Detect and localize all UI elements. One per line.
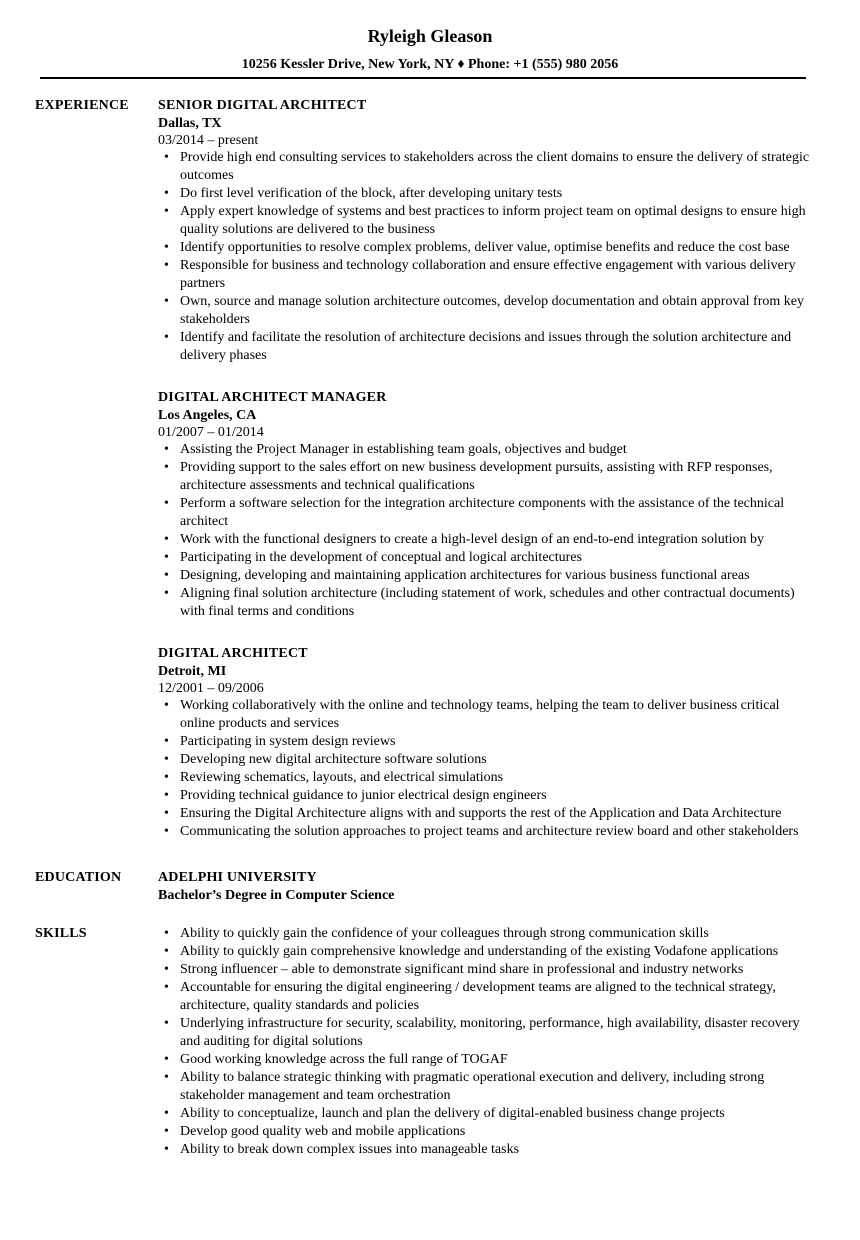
job-bullet: • Assisting the Project Manager in establishing team goals, objectives and budget <box>158 441 810 459</box>
job-entry <box>158 645 815 841</box>
skills-body <box>158 925 815 1159</box>
job-bullet: • Identify opportunities to resolve complex problems, deliver value, optimise benefits and reduce the cost base <box>158 239 810 257</box>
job-dates: 03/2014 – present <box>158 133 259 148</box>
job-bullet: • Providing technical guidance to junior electrical design engineers <box>158 787 810 805</box>
skill-item: • Good working knowledge across the full range of TOGAF <box>158 1051 810 1069</box>
job-title: DIGITAL ARCHITECT <box>158 646 308 661</box>
job-bullet: • Work with the functional designers to create a high-level design of an end-to-end integration solution by <box>158 531 810 549</box>
skill-item: • Accountable for ensuring the digital engineering / development teams are aligned to the technical strategy, architecture, quality standards and policies <box>158 979 810 1015</box>
job-bullet: • Working collaboratively with the online and technology teams, helping the team to deliver business critical online products and services <box>158 697 810 733</box>
job-bullet: • Identify and facilitate the resolution of architecture decisions and issues through the solution architecture and delivery phases <box>158 329 810 365</box>
job-dates: 01/2007 – 01/2014 <box>158 425 264 440</box>
job-bullet: • Communicating the solution approaches to project teams and architecture review board and other stakeholders <box>158 823 810 841</box>
education-body <box>158 869 815 905</box>
skills-list <box>158 925 815 1159</box>
experience-body <box>158 97 815 841</box>
job-bullet: • Do first level verification of the block, after developing unitary tests <box>158 185 810 203</box>
job-location: Dallas, TX <box>158 116 222 131</box>
candidate-name: Ryleigh Gleason <box>367 26 493 46</box>
skill-item: • Ability to balance strategic thinking with pragmatic operational execution and delivery, including strong stakeholder management and team orchestration <box>158 1069 810 1105</box>
skill-item: • Ability to quickly gain comprehensive knowledge and understanding of the existing Vodafone applications <box>158 943 810 961</box>
job-bullet: • Ensuring the Digital Architecture aligns with and supports the rest of the Application and Data Architecture <box>158 805 810 823</box>
job-bullet: • Perform a software selection for the integration architecture components with the assistance of the technical architect <box>158 495 810 531</box>
job-bullet: • Reviewing schematics, layouts, and electrical simulations <box>158 769 810 787</box>
job-entry <box>158 97 815 365</box>
job-title: SENIOR DIGITAL ARCHITECT <box>158 98 367 113</box>
degree: Bachelor’s Degree in Computer Science <box>158 888 395 903</box>
job-bullet: • Aligning final solution architecture (including statement of work, schedules and other contractual documents) with final terms and conditions <box>158 585 810 621</box>
job-bullet: • Designing, developing and maintaining application architectures for various business functional areas <box>158 567 810 585</box>
job-title: DIGITAL ARCHITECT MANAGER <box>158 390 387 405</box>
school-name: ADELPHI UNIVERSITY <box>158 870 317 885</box>
job-bullet: • Apply expert knowledge of systems and best practices to inform project team on optimal designs to ensure high quality solutions are delivered to the business <box>158 203 810 239</box>
skill-item: • Develop good quality web and mobile applications <box>158 1123 810 1141</box>
job-location: Detroit, MI <box>158 664 227 679</box>
skill-item: • Underlying infrastructure for security, scalability, monitoring, performance, high availability, disaster recovery and auditing for digital solutions <box>158 1015 810 1051</box>
job-dates: 12/2001 – 09/2006 <box>158 681 264 696</box>
skill-item: • Ability to break down complex issues into manageable tasks <box>158 1141 810 1159</box>
job-bullet: • Developing new digital architecture software solutions <box>158 751 810 769</box>
job-location: Los Angeles, CA <box>158 408 257 423</box>
experience-section <box>35 97 815 841</box>
job-bullet: • Provide high end consulting services to stakeholders across the client domains to ensure the delivery of strategic outcomes <box>158 149 810 185</box>
header-divider <box>40 77 806 79</box>
job-entry <box>158 389 815 621</box>
job-bullet: • Own, source and manage solution architecture outcomes, develop documentation and obtain approval from key stakeholders <box>158 293 810 329</box>
section-label-experience: EXPERIENCE <box>35 98 129 113</box>
education-section <box>35 869 815 905</box>
job-bullets <box>158 441 815 621</box>
skill-item: • Strong influencer – able to demonstrate significant mind share in professional and industry networks <box>158 961 810 979</box>
skill-item: • Ability to quickly gain the confidence of your colleagues through strong communication skills <box>158 925 810 943</box>
section-label-education: EDUCATION <box>35 870 122 885</box>
job-bullet: • Participating in the development of conceptual and logical architectures <box>158 549 810 567</box>
job-bullet: • Participating in system design reviews <box>158 733 810 751</box>
skills-section <box>35 925 815 1159</box>
job-bullet: • Providing support to the sales effort on new business development pursuits, assisting with RFP responses, architecture assessments and technical qualifications <box>158 459 810 495</box>
skill-item: • Ability to conceptualize, launch and plan the delivery of digital-enabled business change projects <box>158 1105 810 1123</box>
contact-line: 10256 Kessler Drive, New York, NY ♦ Phone: +1 (555) 980 2056 <box>241 57 619 72</box>
job-bullets <box>158 697 815 841</box>
job-bullet: • Responsible for business and technology collaboration and ensure effective engagement with various delivery partners <box>158 257 810 293</box>
section-label-skills: SKILLS <box>35 926 87 941</box>
job-bullets <box>158 149 815 365</box>
